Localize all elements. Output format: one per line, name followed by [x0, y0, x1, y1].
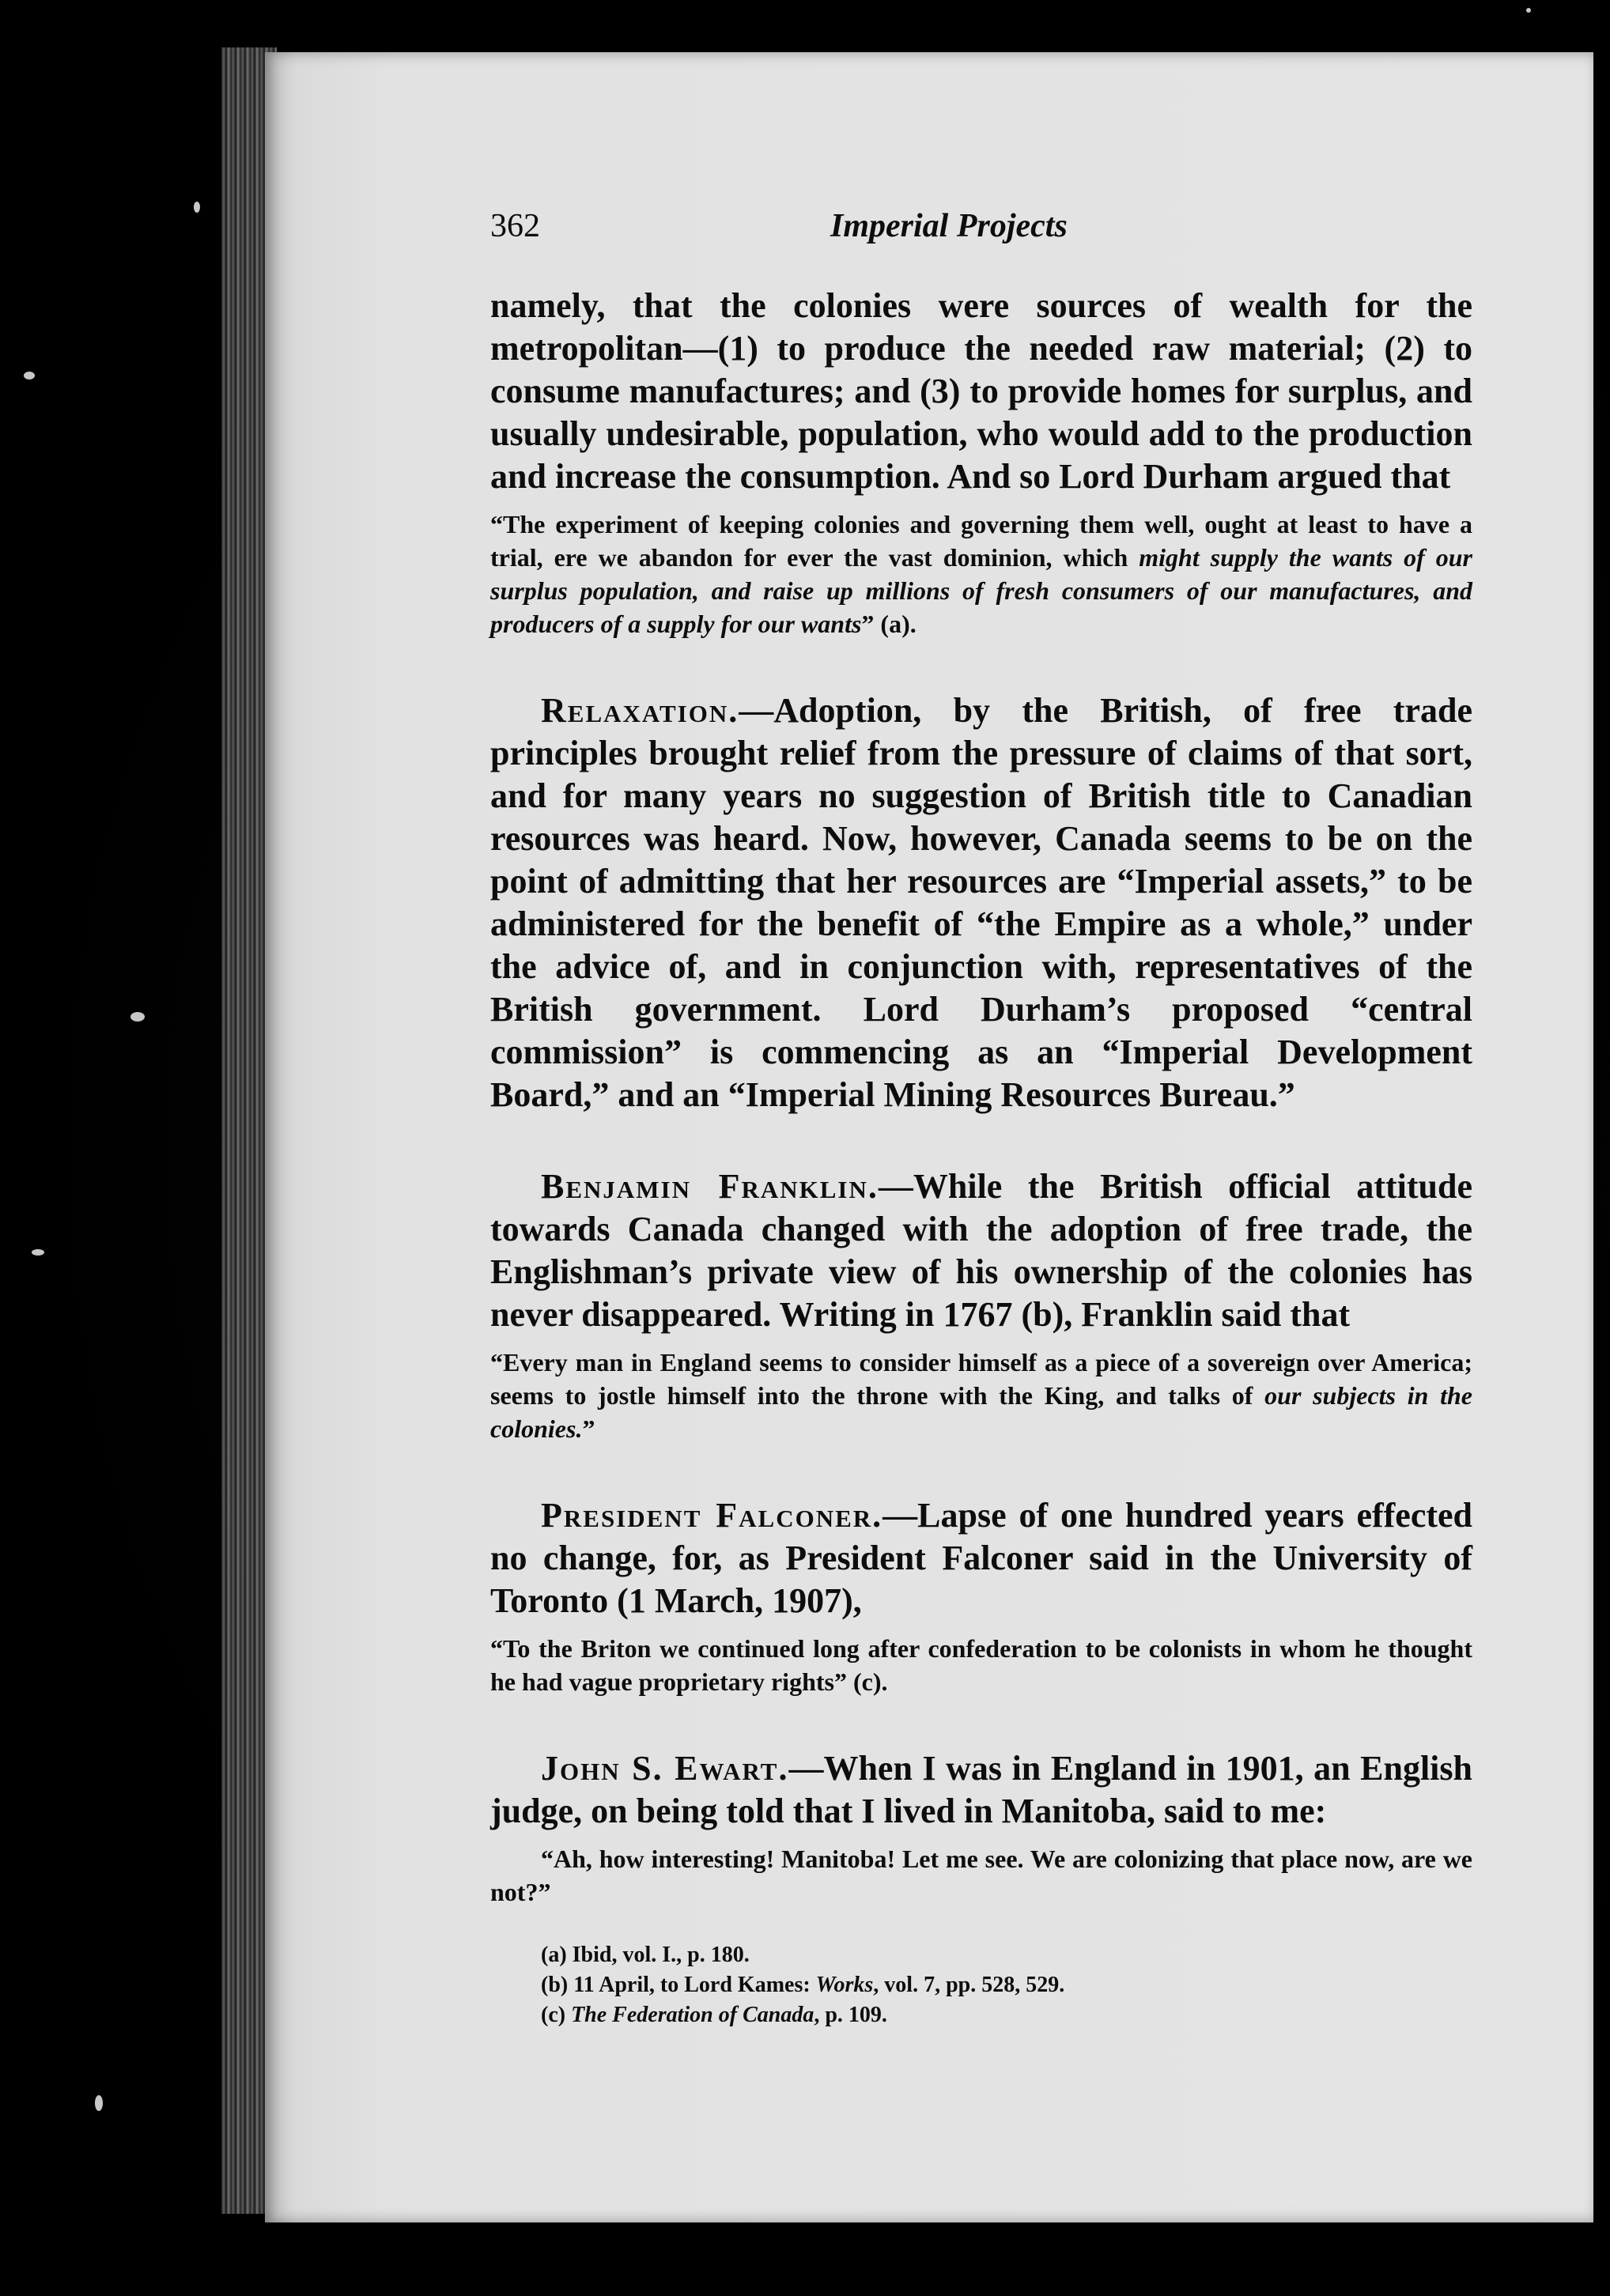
footnote-a: (a) Ibid, vol. I., p. 180.: [541, 1943, 750, 1967]
franklin-quote-start: “Every man in England seems to consider himself as a piece of a sovereign over America; seems to jostle himself into the throne with the King, and talks of: [490, 1348, 1472, 1410]
falconer-quote: “To the Briton we continued long after confederation to be colonists in whom he thought he had vague proprietary rights” (c).: [490, 1634, 1472, 1696]
footnote-c-end: , p. 109.: [814, 2003, 887, 2027]
ewart-paragraph: [490, 1747, 1472, 1833]
falconer-text: —Lapse of one hundred years effected no change, for, as President Falconer said in the University of Toronto (1 March, 1907),: [490, 1496, 1473, 1620]
falconer-paragraph: [490, 1494, 1472, 1622]
footnote-b-start: (b) 11 April, to Lord Kames:: [541, 1973, 816, 1997]
durham-quote-start: “The experiment of keeping colonies and governing them well, ought at least to have a trial, ere we abandon for ever the vast dominion, which: [490, 510, 1472, 572]
franklin-quote-italic: our subjects in the colonies.: [490, 1381, 1473, 1443]
footnote-b-italic: Works: [815, 1973, 874, 1997]
ewart-quote: “Ah, how interesting! Manitoba! Let me see. We are colonizing that place now, are we not?”: [490, 1845, 1472, 1906]
relaxation-text: —Adoption, by the British, of free trade principles brought relief from the pressure of claims of that sort, and for many years no suggestion of British title to Canadian resources was heard. Now, however, Canada seems to be on the point of admitting that her resources are “Imperial assets,” to be administered for the benefit of “the Empire as a whole,” under the advice of, and in conjunction with, representatives of the British government. Lord Durham’s proposed “central commission” is commencing as an “Imperial Development Board,” and an “Imperial Mining Resources Bureau.”: [490, 691, 1472, 1114]
scan-speck: [130, 1012, 145, 1021]
page-content: [490, 207, 1472, 2030]
franklin-quote-end: ”: [582, 1414, 595, 1443]
franklin-quote: [490, 1346, 1472, 1445]
running-title: Imperial Projects: [830, 208, 1068, 244]
durham-quote: [490, 508, 1472, 640]
footnote-c-italic: The Federation of Canada: [571, 2003, 814, 2027]
opening-paragraph: namely, that the colonies were sources of wealth for the metropolitan—(1) to produce the needed raw material; (2) to consume manufactures; and (3) to provide homes for surplus, and usually undesirable, population, who would add to the production and increase the consumption. And so Lord Durham argued that: [490, 286, 1472, 496]
footnote-b: [541, 1970, 1472, 2000]
footnotes: [541, 1940, 1472, 2030]
franklin-text: —While the British official attitude towards Canada changed with the adoption of free trade, the Englishman’s private view of his ownership of the colonies has never disappeared. Writing in 1767 (b), Franklin said that: [490, 1167, 1472, 1334]
durham-quote-italic: might supply the wants of our surplus population, and raise up millions of fresh consumers of our manufactures, and producers of a supply for our wants: [490, 543, 1473, 638]
durham-quote-end: ” (a).: [861, 610, 916, 638]
scan-speck: [24, 372, 35, 380]
franklin-heading: Benjamin Franklin.: [541, 1167, 879, 1206]
page-number: 362: [490, 208, 540, 244]
footnote-b-end: , vol. 7, pp. 528, 529.: [873, 1973, 1065, 1997]
page-header: [490, 207, 1472, 255]
franklin-paragraph: [490, 1165, 1472, 1336]
scan-speck: [32, 1249, 44, 1256]
ewart-heading: John S. Ewart.: [541, 1749, 789, 1788]
relaxation-heading: Relaxation.: [541, 691, 739, 730]
ewart-text: —When I was in England in 1901, an English judge, on being told that I lived in Manitoba, said to me:: [490, 1749, 1473, 1830]
scan-speck: [95, 2095, 103, 2111]
scan-speck: [194, 202, 200, 213]
falconer-heading: President Falconer.: [541, 1496, 883, 1535]
relaxation-paragraph: [490, 689, 1472, 1116]
scan-speck: [1526, 8, 1531, 13]
footnote-c-start: (c): [541, 2003, 572, 2027]
footnote-c: [541, 2000, 1472, 2030]
